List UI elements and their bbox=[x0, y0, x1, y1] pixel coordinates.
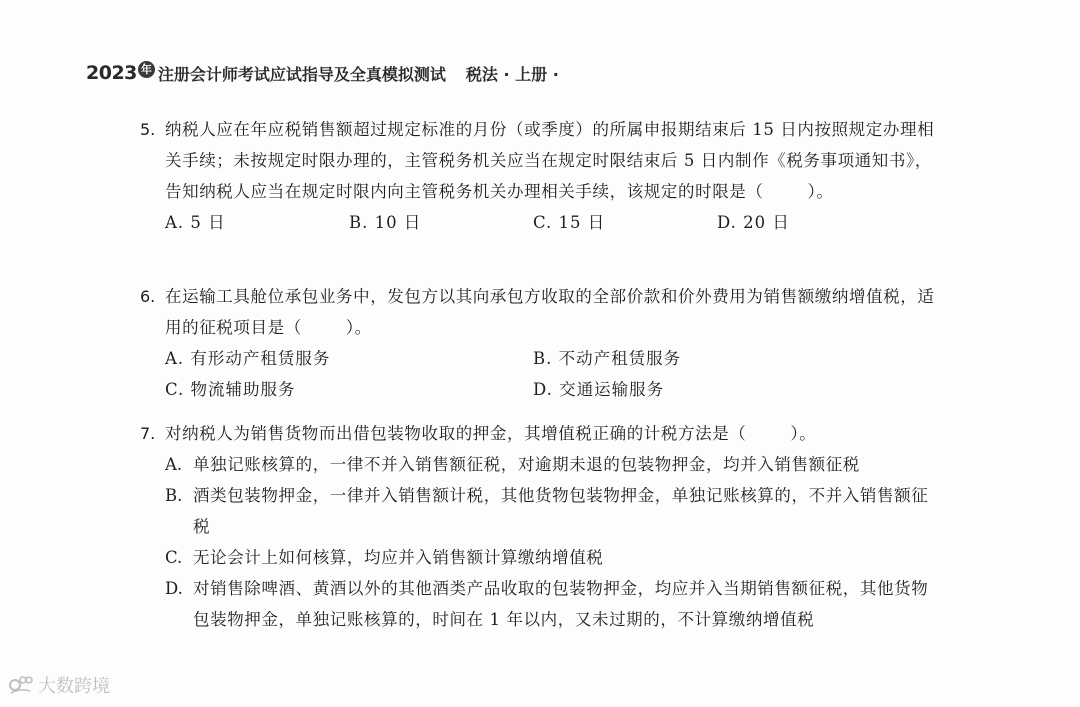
option-a: A. 有形动产租赁服务 bbox=[165, 349, 331, 368]
question-text: 对纳税人为销售货物而出借包装物收取的押金，其增值税正确的计税方法是（ ）。 bbox=[165, 424, 817, 443]
page-header bbox=[86, 58, 559, 88]
option-label: C. bbox=[165, 548, 183, 567]
question-number: 6. bbox=[140, 287, 156, 306]
option-label: D. bbox=[165, 579, 183, 598]
section-title: 税法 · 上册 · bbox=[465, 64, 559, 84]
option-label: B. bbox=[165, 486, 183, 505]
option-c: C. 物流辅助服务 bbox=[165, 380, 296, 399]
option-c bbox=[140, 542, 940, 573]
question-7 bbox=[140, 418, 940, 635]
option-b bbox=[140, 480, 940, 542]
option-d: D. 交通运输服务 bbox=[533, 380, 665, 399]
question-text: 在运输工具舱位承包业务中，发包方以其向承包方收取的全部价款和价外费用为销售额缴纳增值税，适用的征税项目是（ ）。 bbox=[165, 287, 935, 337]
options-row bbox=[140, 207, 940, 238]
option-a: A. 5 日 bbox=[165, 213, 226, 232]
options-row bbox=[140, 374, 940, 405]
option-b: B. 10 日 bbox=[349, 213, 422, 232]
option-d bbox=[140, 573, 940, 635]
option-label: A. bbox=[165, 455, 183, 474]
option-text: 对销售除啤酒、黄酒以外的其他酒类产品收取的包装物押金，均应并入当期销售额征税，其他货物包装物押金，单独记账核算的，时间在 1 年以内，又未过期的，不计算缴纳增值税 bbox=[193, 579, 929, 629]
header-year: 2023 bbox=[86, 62, 137, 84]
watermark-logo-icon bbox=[8, 674, 34, 696]
option-c: C. 15 日 bbox=[533, 213, 606, 232]
option-text: 酒类包装物押金，一律并入销售额计税，其他货物包装物押金，单独记账核算的，不并入销售额征税 bbox=[193, 486, 929, 536]
option-text: 单独记账核算的，一律不并入销售额征税，对逾期未退的包装物押金，均并入销售额征税 bbox=[193, 455, 860, 474]
question-number: 5. bbox=[140, 120, 156, 139]
question-text: 纳税人应在年应税销售额超过规定标准的月份（或季度）的所属申报期结束后 15 日内按照规定办理相关手续；未按规定时限办理的，主管税务机关应当在规定时限结束后 5 日内制作《税务事项通知书》，告知纳税人应当在规定时限内向主管税务机关办理相关手续，该规定的时限是（ ）。 bbox=[165, 120, 935, 201]
options-row bbox=[140, 343, 940, 374]
question-number: 7. bbox=[140, 424, 156, 443]
option-text: 无论会计上如何核算，均应并入销售额计算缴纳增值税 bbox=[193, 548, 604, 567]
watermark-text: 大数跨境 bbox=[38, 676, 110, 697]
question-5 bbox=[140, 114, 940, 238]
question-6 bbox=[140, 281, 940, 405]
watermark bbox=[8, 672, 110, 698]
option-b: B. 不动产租赁服务 bbox=[533, 349, 682, 368]
book-title: 注册会计师考试应试指导及全真模拟测试 bbox=[157, 64, 446, 84]
option-d: D. 20 日 bbox=[717, 213, 790, 232]
year-badge: 年 bbox=[138, 61, 155, 78]
option-a bbox=[140, 449, 940, 480]
